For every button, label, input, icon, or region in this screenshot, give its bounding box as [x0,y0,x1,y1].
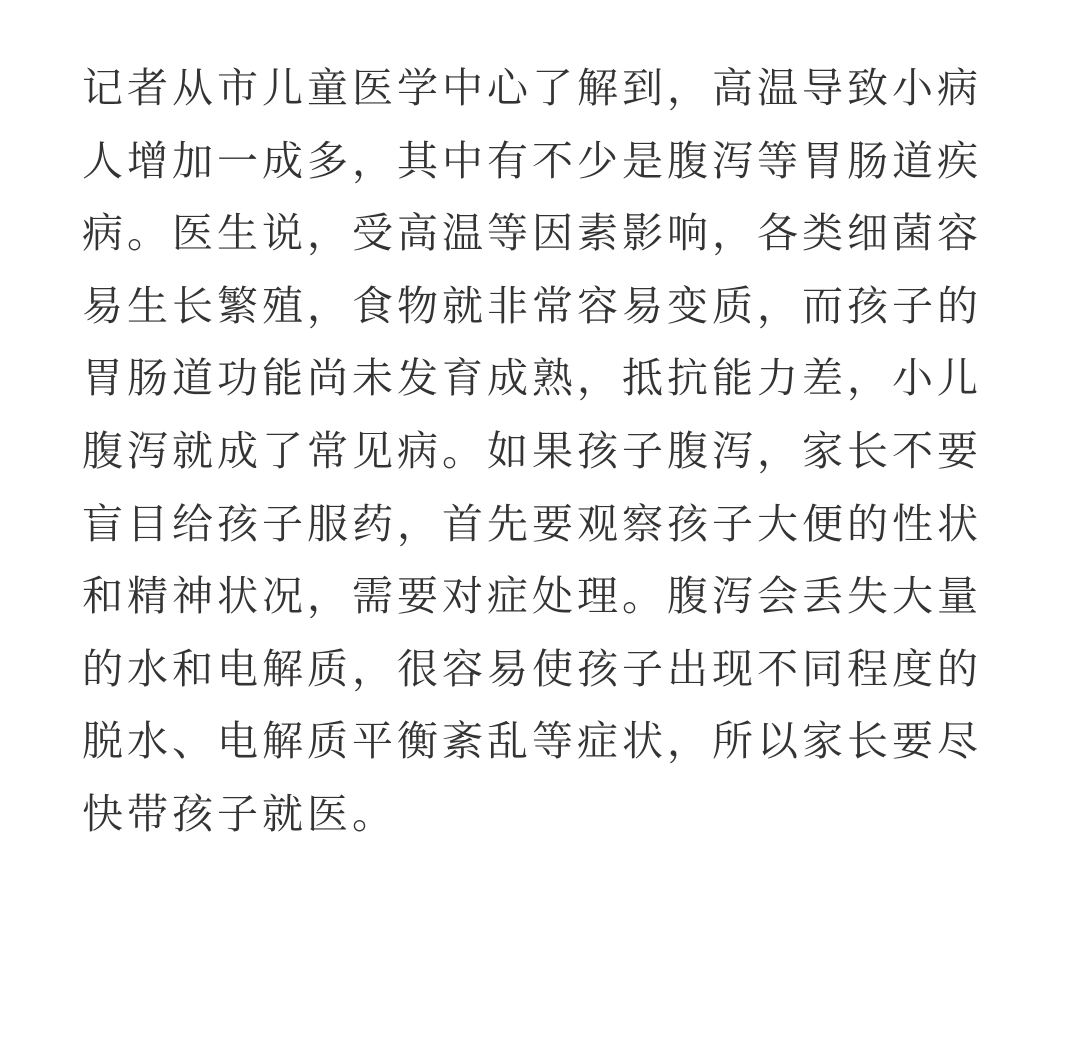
article-line: 盲目给孩子服药，首先要观察孩子大便的性状 [82,499,982,548]
article-line: 的水和电解质，很容易使孩子出现不同程度的 [82,644,982,693]
article-body [82,52,1012,851]
article-line: 快带孩子就医。 [82,789,397,838]
article-line: 易生长繁殖，食物就非常容易变质，而孩子的 [82,281,982,330]
article-line: 脱水、电解质平衡紊乱等症状，所以家长要尽 [82,717,982,766]
article-line: 腹泻就成了常见病。如果孩子腹泻，家长不要 [82,426,982,475]
article-line: 病。医生说，受高温等因素影响，各类细菌容 [82,209,982,258]
article-line: 和精神状况，需要对症处理。腹泻会丢失大量 [82,572,982,621]
article-line: 人增加一成多，其中有不少是腹泻等胃肠道疾 [82,136,982,185]
article-line: 胃肠道功能尚未发育成熟，抵抗能力差，小儿 [82,354,982,403]
article-line: 记者从市儿童医学中心了解到，高温导致小病 [82,64,982,112]
